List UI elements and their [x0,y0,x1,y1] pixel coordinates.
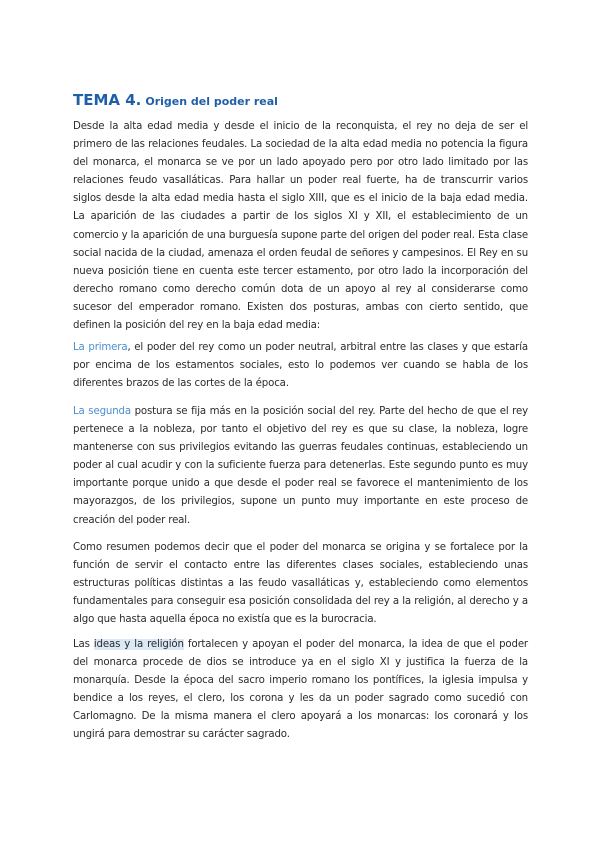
topic-number: TEMA 4. [73,91,142,109]
paragraph-second-position [73,403,528,530]
religion-text-rest: fortalecen y apoyan el poder del monarca, la idea de que el poder del monarca procede de dios se introduce ya en el siglo XI y justifica la fuerza de la monarquía. Desde la época del sacro imperio romano los pontífices, la iglesia impulsa y bendice a los reyes, el clero, los corona y les da un poder sagrado como sucedió con Carlomagno. De la misma manera el clero apoyará a los monarcas: los coronará y los ungirá para demostrar su carácter sagrado. [73,639,528,741]
second-position-text: postura se fija más en la posición social del rey. Parte del hecho de que el rey pertenece a la nobleza, por tanto el objetivo del rey es que su clase, la nobleza, logre mantenerse con sus privilegios evitando las guerras feudales continuas, estableciendo un poder al cual acudir y con la suficiente fuerza para detenerlas. Este segundo punto es muy importante porque unido a que desde el poder real se favorece el mantenimiento de los mayorazgos, de los privilegios, supone un punto muy importante en este proceso de creación del poder real. [73,406,528,526]
paragraph-religion [73,636,528,745]
paragraph-first-position [73,339,528,393]
second-position-lead: La segunda [73,406,131,417]
first-position-lead: La primera [73,342,128,353]
highlighted-text: ideas y la religión [93,639,184,650]
first-position-text: , el poder del rey como un poder neutral, arbitral entre las clases y que estaría por encima de los estamentos sociales, esto lo podemos ver cuando se habla de los diferentes brazos de las cortes de la época. [73,342,528,390]
religion-text-start: Las [73,639,94,650]
page-title [73,84,278,112]
paragraph-intro: Desde la alta edad media y desde el inicio de la reconquista, el rey no deja de ser el primero de las relaciones feudales. La sociedad de la alta edad media no potencia la figura del monarca, el monarca se ve por un lado apoyado pero por otro lado limitado por las relaciones feudo vasalláticas. Para hallar un poder real fuerte, ha de transcurrir varios siglos desde la alta edad media hasta el siglo XIII, que es el inicio de la baja edad media. La aparición de las ciudades a partir de los siglos XI y XII, el establecimiento de un comercio y la aparición de una burguesía supone parte del origen del poder real. Esta clase social nacida de la ciudad, amenaza el orden feudal de señores y campesinos. El Rey en su nueva posición tiene en cuenta este tercer estamento, por otro lado la incorporación del derecho romano como derecho común dota de un apoyo al rey al considerarse como sucesor del emperador romano. Existen dos posturas, ambas con cierto sentido, que definen la posición del rey en la baja edad media: [73,121,528,332]
paragraph-summary: Como resumen podemos decir que el poder del monarca se origina y se fortalece por la función de servir el contacto entre las diferentes clases sociales, estableciendo unas estructuras políticas distintas a las feudo vasalláticas y, estableciendo como elementos fundamentales para conseguir esa posición consolidada del rey a la religión, al derecho y a algo que hasta aquella época no existía que es la burocracia. [73,542,528,626]
topic-subtitle: Origen del poder real [145,95,278,108]
